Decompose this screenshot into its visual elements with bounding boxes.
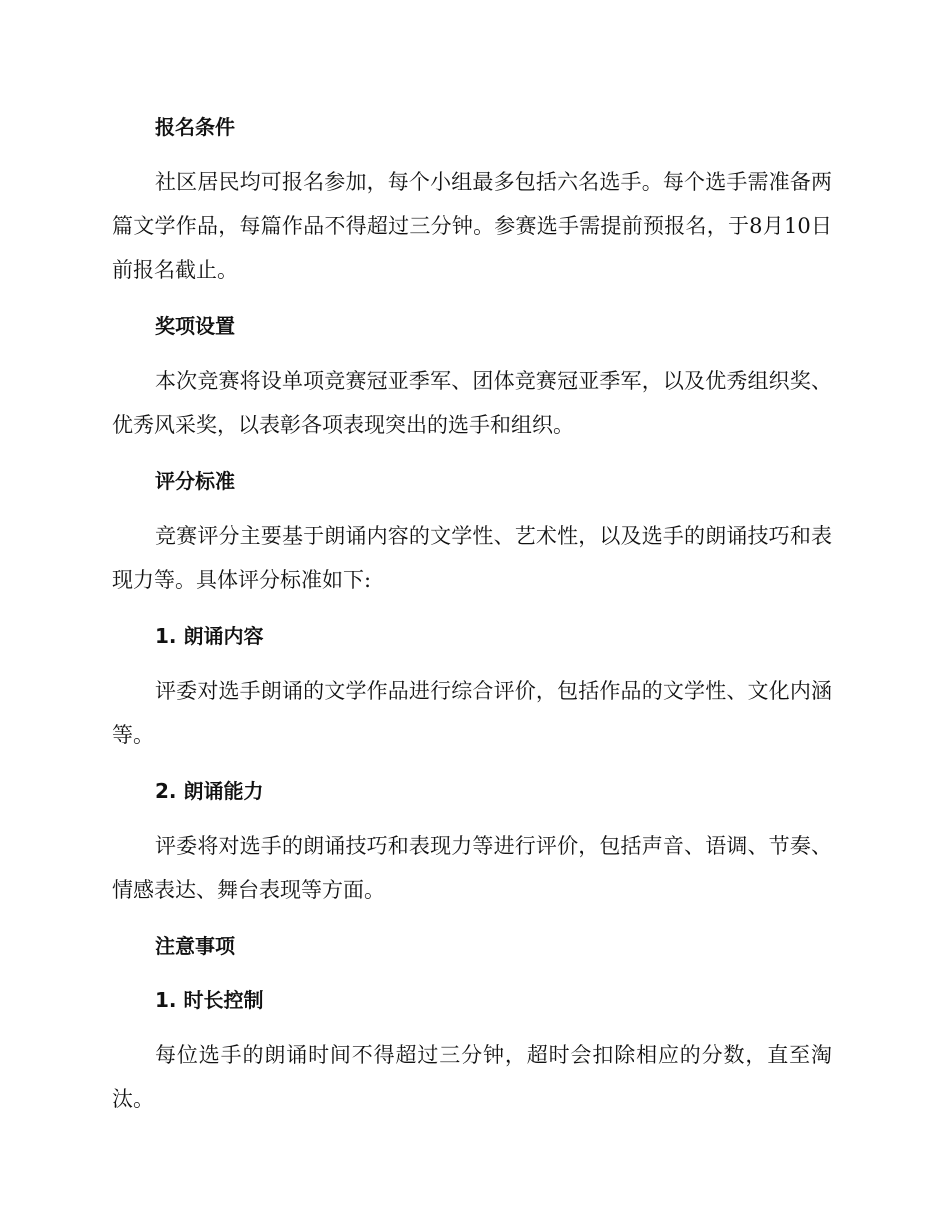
subheading-recitation-ability: 2. 朗诵能力 [155,779,264,803]
paragraph-time-control: 每位选手的朗诵时间不得超过三分钟，超时会扣除相应的分数，直至淘汰。 [112,1043,832,1111]
subheading-time-control: 1. 时长控制 [155,988,264,1012]
paragraph-registration: 社区居民均可报名参加，每个小组最多包括六名选手。每个选手需准备两篇文学作品，每篇作品不得超过三分钟。参赛选手需提前预报名，于8月10日前报名截止。 [112,170,832,282]
subheading-recitation-content: 1. 朗诵内容 [155,624,264,648]
document-body [112,106,832,1134]
paragraph-recitation-content: 评委对选手朗诵的文学作品进行综合评价，包括作品的文学性、文化内涵等。 [112,679,832,747]
section-heading-awards: 奖项设置 [155,314,235,338]
section-heading-scoring: 评分标准 [155,469,235,493]
paragraph-scoring: 竞赛评分主要基于朗诵内容的文学性、艺术性，以及选手的朗诵技巧和表现力等。具体评分标准如下: [112,524,832,592]
section-heading-registration: 报名条件 [155,115,235,139]
paragraph-recitation-ability: 评委将对选手的朗诵技巧和表现力等进行评价，包括声音、语调、节奏、情感表达、舞台表现等方面。 [112,834,832,902]
paragraph-awards: 本次竞赛将设单项竞赛冠亚季军、团体竞赛冠亚季军，以及优秀组织奖、优秀风采奖，以表彰各项表现突出的选手和组织。 [112,369,832,437]
section-heading-notes: 注意事项 [155,934,235,958]
